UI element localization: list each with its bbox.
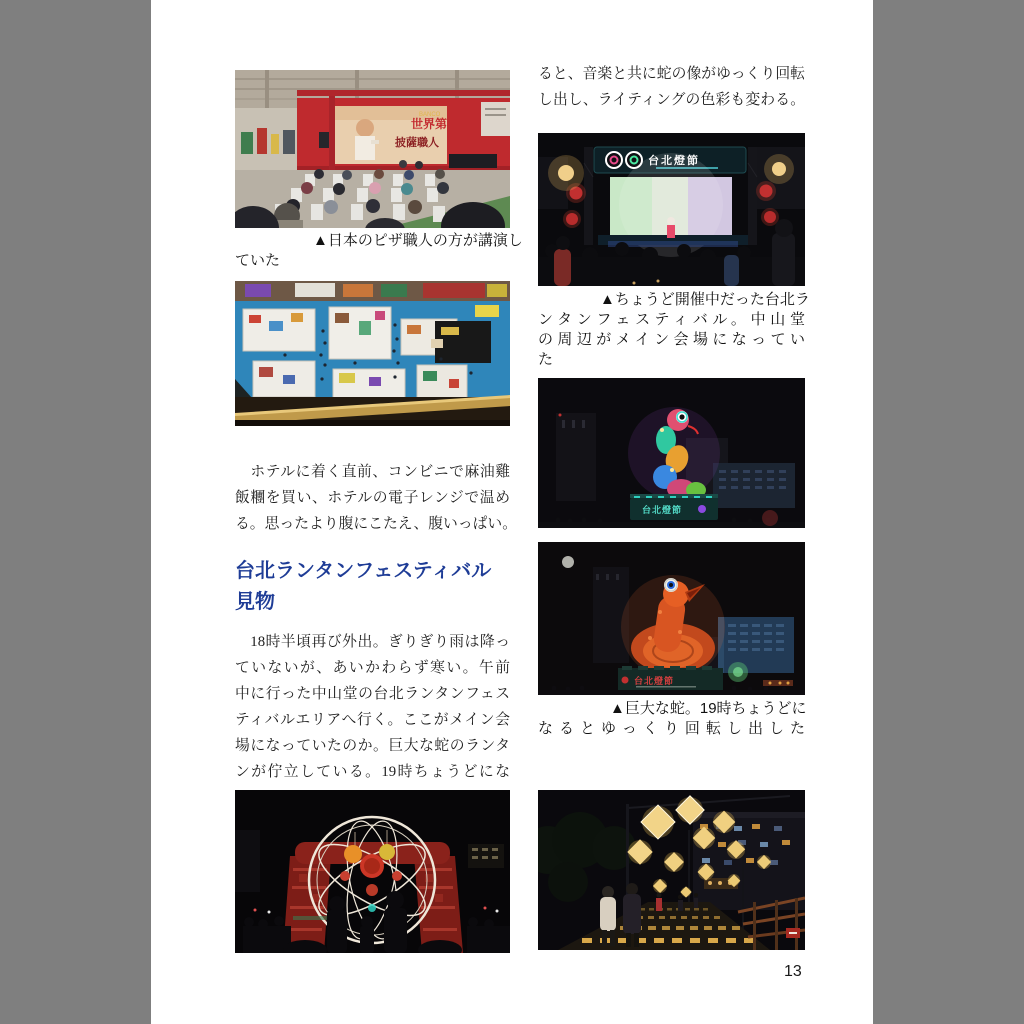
- text-line: る。思ったより腹にこたえ、腹いっぱい。: [235, 516, 518, 532]
- expo-aerial-image: [235, 281, 510, 426]
- text-line: 飯糰を買い、ホテルの電子レンジで温め: [235, 490, 510, 506]
- photo-snake-colorful: [538, 378, 805, 528]
- caption-line: た: [538, 351, 554, 368]
- pedestal-sign-text: 台北燈節: [634, 676, 675, 686]
- caption-line: の周辺がメイン会場になってい: [538, 331, 805, 348]
- text-line: し出し、ライティングの色彩も変わる。: [538, 92, 805, 108]
- stage-sign-text: 台北燈節: [648, 155, 700, 167]
- caption-line: ▲ちょうど開催中だった台北ラ: [600, 291, 810, 308]
- caption-pizza-talk: [235, 231, 523, 271]
- text-line: ホテルに着く直前、コンビニで麻油雞: [235, 464, 510, 480]
- section-heading: [235, 556, 510, 618]
- text-line: 場になっていたのか。巨大な蛇のランタ: [235, 738, 510, 754]
- photo-snake-orange: [538, 542, 805, 695]
- caption-line: ていた: [235, 252, 281, 269]
- caption-line: ▲巨大な蛇。19時ちょうどに: [610, 700, 807, 717]
- paragraph-outing: [235, 629, 510, 785]
- caption-snake: [538, 699, 805, 739]
- photo-expo-aerial: [235, 281, 510, 426]
- text-line: ンが佇立している。19時ちょうどにな: [235, 764, 510, 780]
- photo-pizza-talk: [235, 70, 510, 228]
- document-page: [151, 0, 873, 1024]
- screen-logo: BANCO: [419, 112, 441, 118]
- text-line: ティバルエリアへ行く。ここがメイン会: [235, 712, 510, 728]
- photo-festival-stage: [538, 133, 805, 286]
- photo-lantern-street: [538, 790, 805, 950]
- text-line: 中に行った中山堂の台北ランタンフェス: [235, 686, 510, 702]
- lantern-arch-image: [235, 790, 510, 953]
- caption-line: ンタンフェスティバル。中山堂: [538, 311, 805, 328]
- caption-line: なるとゆっくり回転し出した: [538, 720, 805, 737]
- photo-lantern-arch: [235, 790, 510, 953]
- heading-line: 見物: [235, 591, 275, 613]
- page-number: 13: [784, 963, 802, 980]
- festival-stage-image: [538, 133, 805, 286]
- paragraph-rotate: [538, 61, 805, 113]
- screen-title-2: 披薩職人: [395, 137, 439, 149]
- screen-title-1: 世界第: [411, 117, 448, 131]
- lantern-street-image: [538, 790, 805, 950]
- caption-festival: [538, 290, 810, 370]
- text-line: ていないが、あいかわらず寒い。午前: [235, 660, 510, 676]
- pedestal-sign-text: 台北燈節: [642, 505, 683, 515]
- caption-line: ▲日本のピザ職人の方が講演し: [313, 232, 523, 249]
- snake-colorful-image: [538, 378, 805, 528]
- text-line: 18時半頃再び外出。ぎりぎり雨は降っ: [235, 634, 510, 650]
- heading-line: 台北ランタンフェスティバル: [235, 560, 492, 582]
- pizza-talk-image: [235, 70, 510, 228]
- paragraph-hotel: [235, 459, 518, 537]
- snake-orange-image: [538, 542, 805, 695]
- text-line: ると、音楽と共に蛇の像がゆっくり回転: [538, 66, 805, 82]
